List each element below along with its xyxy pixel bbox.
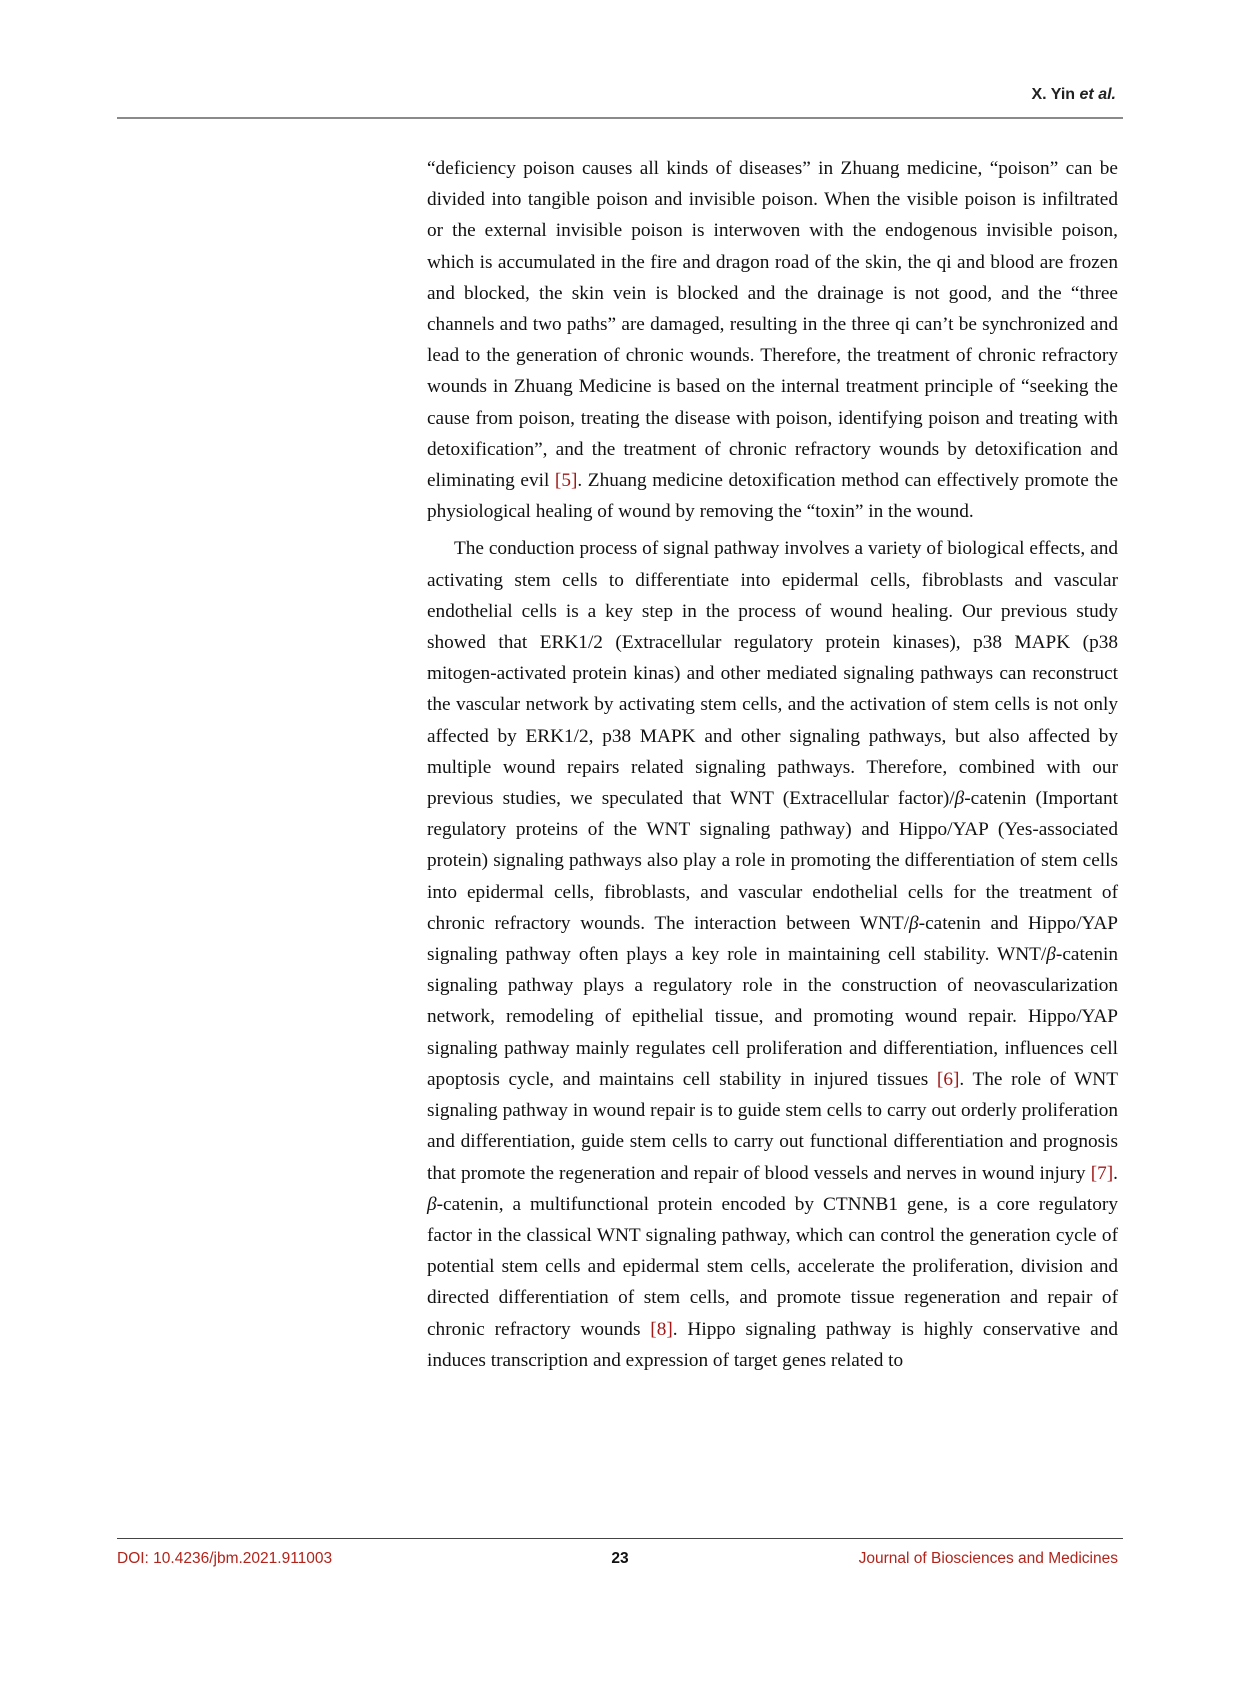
citation-7[interactable]: [7]: [1090, 1162, 1114, 1184]
header-author-name: X. Yin: [1031, 86, 1076, 103]
paragraph-2: [427, 533, 1118, 1375]
beta-symbol: β: [1046, 944, 1056, 966]
beta-symbol: β: [427, 1193, 437, 1215]
p2-text-3: -catenin and Hippo/YAP signaling pathway often plays a key role in maintaining cell stability. WNT/: [427, 912, 1118, 966]
p2-text-8: . Hippo signaling pathway is highly conservative and induces transcription and expression of target genes related to: [427, 1318, 1118, 1371]
p2-text-6: .: [1113, 1162, 1118, 1184]
citation-6[interactable]: [6]: [936, 1068, 960, 1090]
header-et-al: et al.: [1079, 86, 1116, 103]
p2-text-1: The conduction process of signal pathway involves a variety of biological effects, and activating stem cells to differentiate into epidermal cells, fibroblasts and vascular endothelial cells is a key step in the process of wound healing. Our previous study showed that ERK1/2 (Extracellular regulatory protein kinases), p38 MAPK (p38 mitogen-activated protein kinas) and other mediated signaling pathways can reconstruct the vascular network by activating stem cells, and the activation of stem cells is not only affected by ERK1/2, p38 MAPK and other signaling pathways, but also affected by multiple wound repairs related signaling pathways. Therefore, combined with our previous studies, we speculated that WNT (Extracellular factor)/: [427, 538, 1118, 810]
p2-text-5: . The role of WNT signaling pathway in wound repair is to guide stem cells to carry out orderly proliferation and differentiation, guide stem cells to carry out functional differentiation and prognosis that promote the regeneration and repair of blood vessels and nerves in wound injury: [427, 1068, 1118, 1184]
p1-text-1: “deficiency poison causes all kinds of diseases” in Zhuang medicine, “poison” can be divided into tangible poison and invisible poison. When the visible poison is infiltrated or the external invisible poison is interwoven with the endogenous invisible poison, which is accumulated in the fire and dragon road of the skin, the qi and blood are frozen and blocked, the skin vein is blocked and the drainage is not good, and the “three channels and two paths” are damaged, resulting in the three qi can’t be synchronized and lead to the generation of chronic wounds. Therefore, the treatment of chronic refractory wounds in Zhuang Medicine is based on the internal treatment principle of “seeking the cause from poison, treating the disease with poison, identifying poison and treating with detoxification”, and the treatment of chronic refractory wounds by detoxification and eliminating evil: [427, 158, 1118, 492]
p1-text-2: . Zhuang medicine detoxification method can effectively promote the physiological healing of wound by removing the “toxin” in the wound.: [427, 470, 1118, 523]
citation-5[interactable]: [5]: [554, 470, 578, 492]
footer-rule: [117, 1538, 1123, 1539]
footer-doi[interactable]: DOI: 10.4236/jbm.2021.911003: [117, 1550, 333, 1567]
p2-text-4: -catenin signaling pathway plays a regulatory role in the construction of neovascularization network, remodeling of epithelial tissue, and promoting wound repair. Hippo/YAP signaling pathway mainly regulates cell proliferation and differentiation, influences cell apoptosis cycle, and maintains cell stability in injured tissues: [427, 944, 1118, 1090]
running-header-author: [1032, 86, 1117, 104]
p2-text-2: -catenin (Important regulatory proteins of the WNT signaling pathway) and Hippo/YAP (Yes-associated protein) signaling pathways also play a role in promoting the differentiation of stem cells into epidermal cells, fibroblasts, and vascular endothelial cells for the treatment of chronic refractory wounds. The interaction between WNT/: [427, 788, 1118, 934]
beta-symbol: β: [954, 788, 965, 810]
citation-8[interactable]: [8]: [650, 1318, 673, 1340]
body-text: [427, 153, 1118, 1376]
p2-text-7: -catenin, a multifunctional protein encoded by CTNNB1 gene, is a core regulatory factor in the classical WNT signaling pathway, which can control the generation cycle of potential stem cells and epidermal stem cells, accelerate the proliferation, division and directed differentiation of stem cells, and promote tissue regeneration and repair of chronic refractory wounds: [427, 1193, 1118, 1340]
header-rule: [117, 117, 1123, 119]
footer-journal-name[interactable]: Journal of Biosciences and Medicines: [858, 1550, 1118, 1567]
page-number: 23: [611, 1550, 629, 1567]
beta-symbol: β: [909, 912, 919, 934]
paragraph-1: [427, 153, 1118, 527]
